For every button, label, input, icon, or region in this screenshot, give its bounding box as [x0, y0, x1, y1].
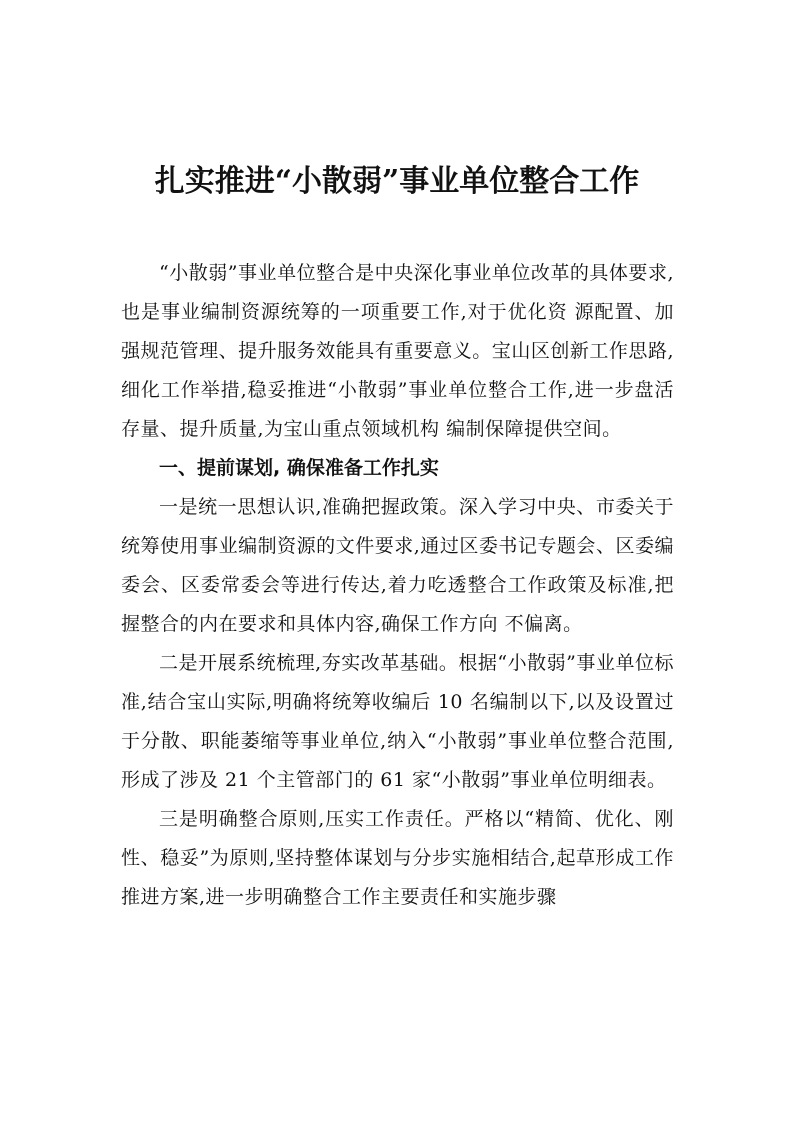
paragraph-point-1: 一是统一思想认识,准确把握政策。深入学习中央、市委关于统筹使用事业编制资源的文件要求,通过区委书记专题会、区委编委会、区委常委会等进行传达,着力吃透整合工作政策及标准,把握整合的内在要求和具体内容,确保工作方向 不偏离。 — [121, 496, 674, 635]
paragraph-intro: “小散弱”事业单位整合是中央深化事业单位改革的具体要求,也是事业编制资源统筹的一项重要工作,对于优化资 源配置、加强规范管理、提升服务效能具有重要意义。宝山区创新工作思路,细化工作举措,稳妥推进“小散弱”事业单位整合工作,进一步盘活存量、提升质量,为宝山重点领域机构 编制保障提供空间。 — [121, 262, 674, 440]
document-title: 扎实推进“小散弱”事业单位整合工作 — [154, 164, 640, 199]
document-body — [121, 254, 674, 917]
paragraph-point-2: 二是开展系统梳理,夯实改革基础。根据“小散弱”事业单位标准,结合宝山实际,明确将统筹收编后 10 名编制以下,以及设置过于分散、职能萎缩等事业单位,纳入“小散弱”事业单位整合范围,形成了涉及 21 个主管部门的 61 家“小散弱”事业单位明细表。 — [121, 652, 674, 791]
paragraph-point-3: 三是明确整合原则,压实工作责任。严格以“精简、优化、刚性、稳妥”为原则,坚持整体谋划与分步实施相结合,起草形成工作推进方案,进一步明确整合工作主要责任和实施步骤 — [121, 808, 674, 908]
section-heading-1: 一、提前谋划, 确保准备工作扎实 — [159, 457, 439, 479]
